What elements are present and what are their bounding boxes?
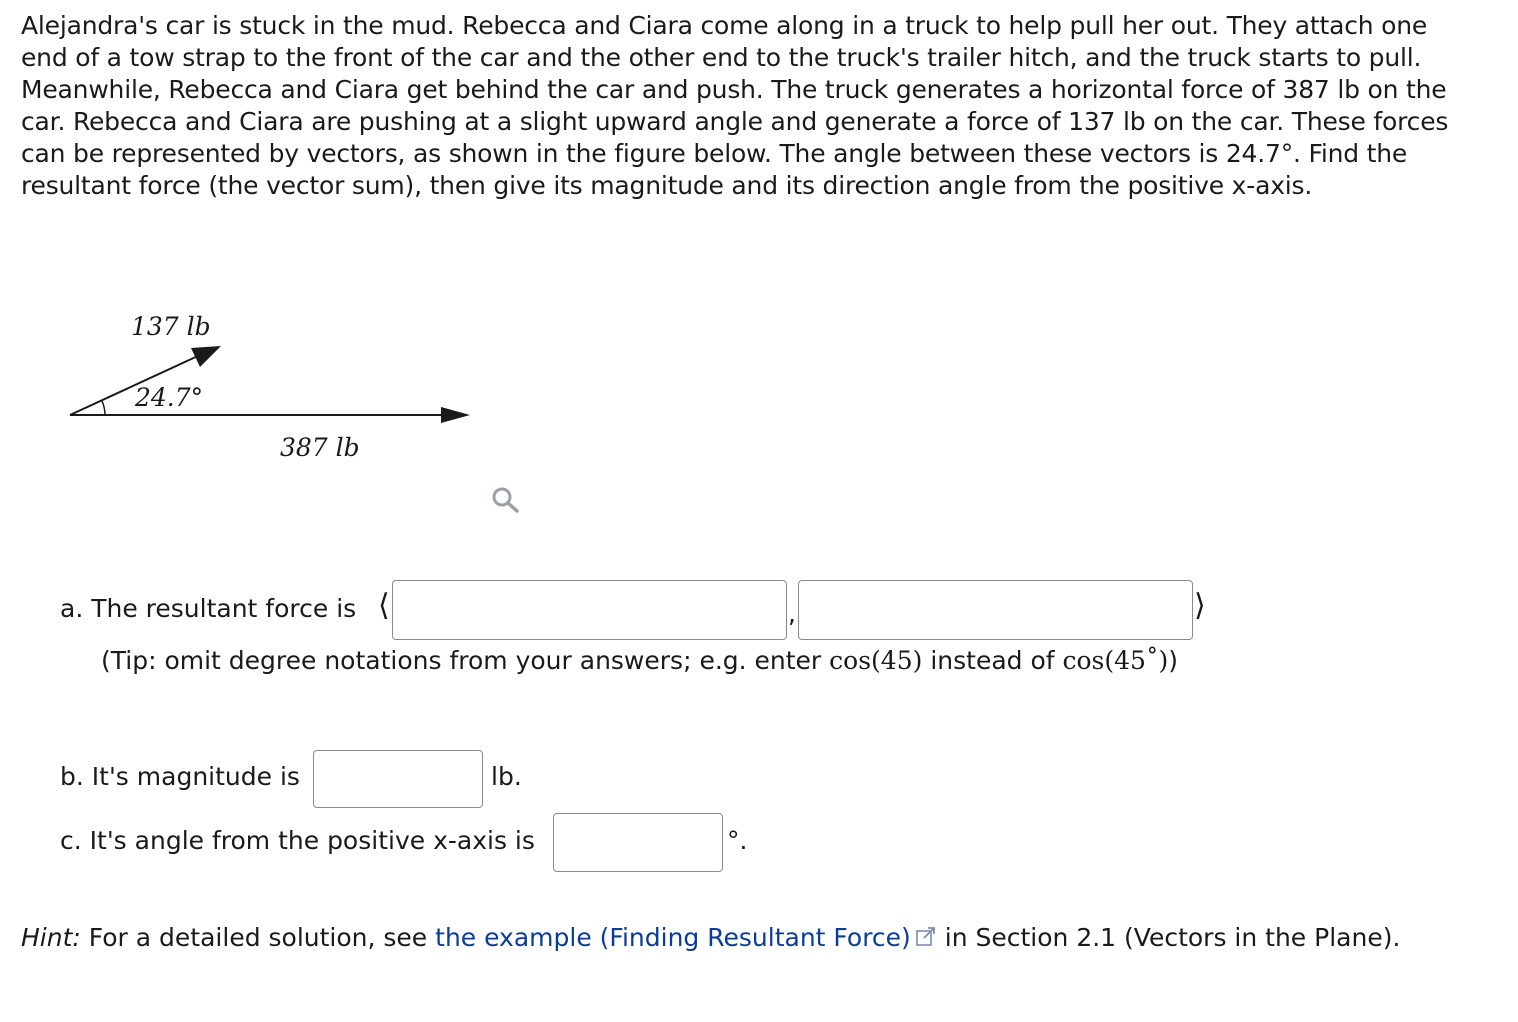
horizontal-vector-arrowhead xyxy=(441,407,470,423)
left-angle-bracket: ⟨ xyxy=(378,588,390,623)
resultant-x-input[interactable] xyxy=(392,580,787,640)
lower-force-label: 387 lb xyxy=(280,433,360,462)
tip-middle: instead of xyxy=(922,646,1063,675)
hint-prefix: For a detailed solution, see xyxy=(80,923,436,952)
hint-suffix: in Section 2.1 (Vectors in the Plane). xyxy=(936,923,1401,952)
upper-force-label: 137 lb xyxy=(131,312,211,341)
magnitude-unit: lb. xyxy=(491,762,522,791)
angled-vector-arrowhead xyxy=(191,346,221,367)
external-link-icon[interactable] xyxy=(915,924,937,946)
tip-bad-example: cos(45˚) xyxy=(1062,646,1169,675)
angle-input[interactable] xyxy=(553,813,723,872)
hint-text xyxy=(21,922,1461,954)
vector-figure xyxy=(60,300,500,480)
problem-statement: Alejandra's car is stuck in the mud. Rebecca and Ciara come along in a truck to help pull her out. They attach one end of a tow strap to the front of the car and the other end to the truck's trailer hitch, and the truck starts to pull. Meanwhile, Rebecca and Ciara get behind the car and push. The truck generates a horizontal force of 387 lb on the car. Rebecca and Ciara are pushing at a slight upward angle and generate a force of 137 lb on the car. These forces can be represented by vectors, as shown in the figure below. The angle between these vectors is 24.7°. Find the resultant force (the vector sum), then give its magnitude and its direction angle from the positive x-axis. xyxy=(21,11,1449,200)
part-a-label: a. The resultant force is xyxy=(60,594,357,623)
part-c-label: c. It's angle from the positive x-axis is xyxy=(60,826,535,855)
part-b-label: b. It's magnitude is xyxy=(60,762,300,791)
magnitude-input[interactable] xyxy=(313,750,483,808)
zoom-figure-icon[interactable] xyxy=(488,484,524,520)
hint-label: Hint: xyxy=(21,923,81,952)
vector-diagram xyxy=(60,300,500,480)
angle-label: 24.7° xyxy=(135,383,204,412)
angle-unit: °. xyxy=(727,826,748,855)
resultant-y-input[interactable] xyxy=(798,580,1193,640)
right-angle-bracket: ⟩ xyxy=(1194,588,1206,623)
tip-prefix: (Tip: omit degree notations from your answers; e.g. enter xyxy=(101,646,830,675)
angle-arc xyxy=(102,401,105,415)
tip-good-example: cos(45) xyxy=(829,646,923,675)
degree-tip xyxy=(101,645,1178,677)
tip-suffix: ) xyxy=(1168,646,1178,675)
example-link[interactable]: the example (Finding Resultant Force) xyxy=(435,923,911,952)
component-comma: , xyxy=(788,599,796,628)
